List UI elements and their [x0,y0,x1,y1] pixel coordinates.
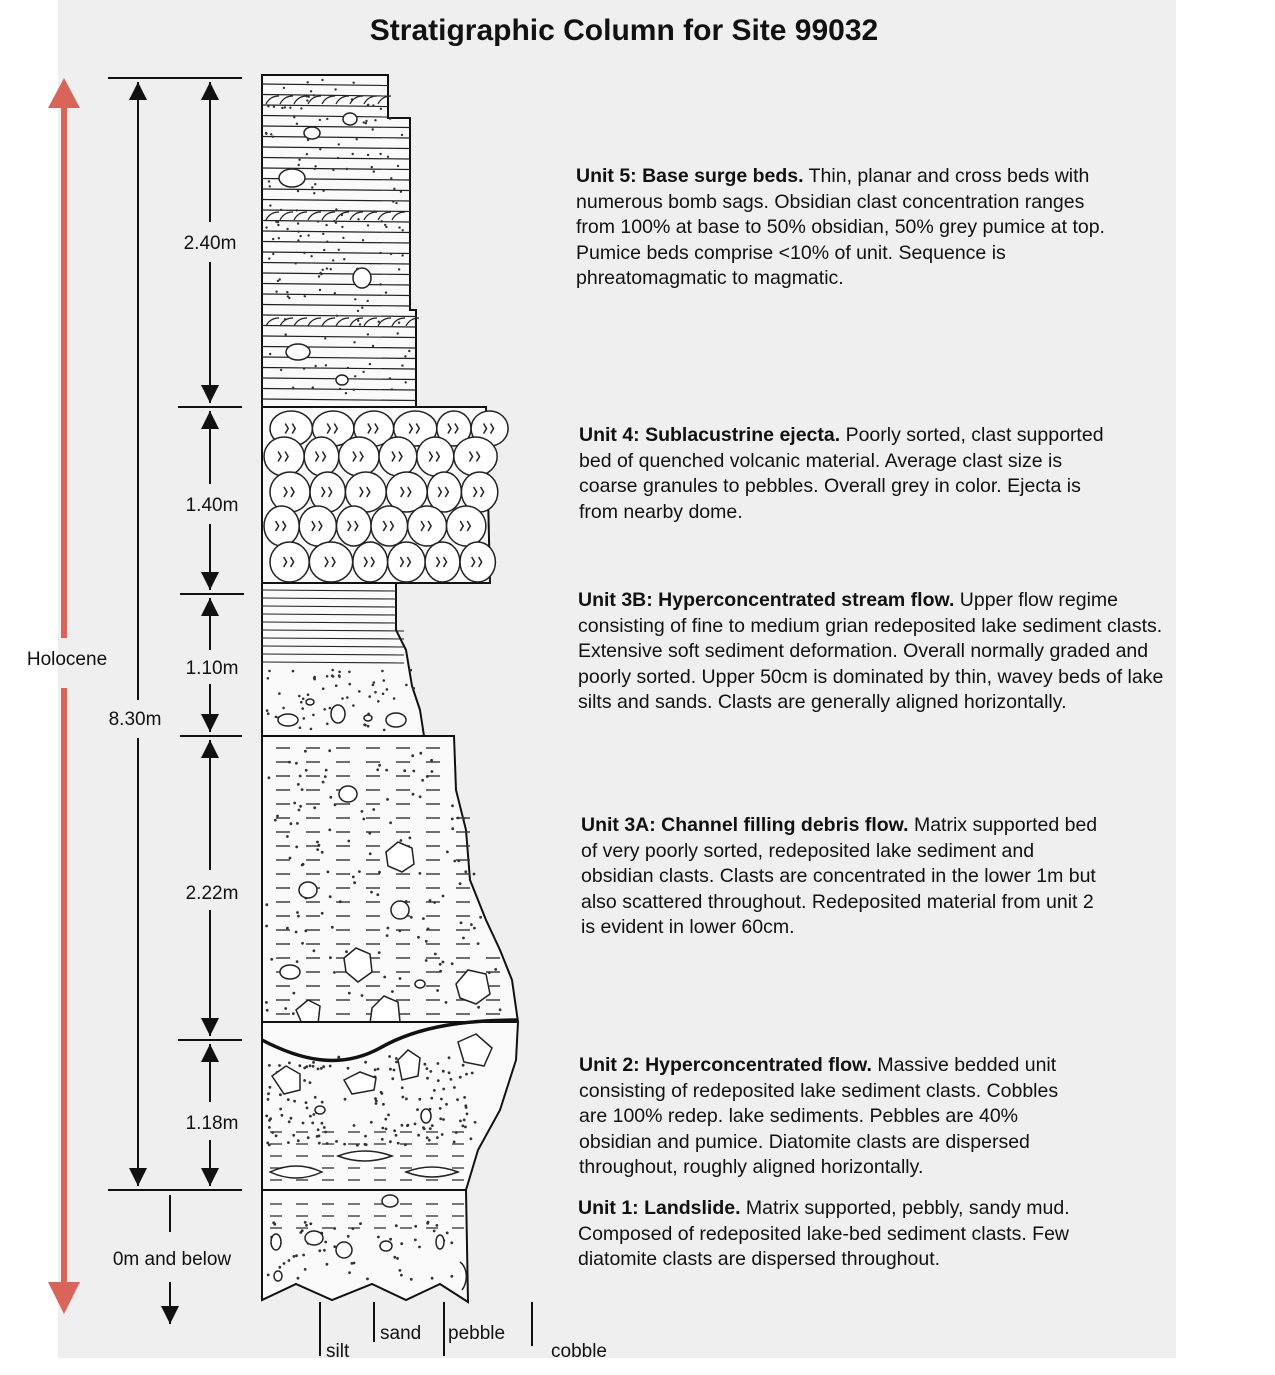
unit-2-text: Massive bedded unit consisting of redeposited lake sediment clasts. Cobbles are 100% redep. lake sediments. Pebbles are 40% obsidian and pumice. Diatomite clasts are dispersed throughout, roughly aligned horizontally. [579,1054,1059,1178]
unit-2-description [579,1053,1089,1181]
unit-3a-text: Matrix supported bed of very poorly sorted, redeposited lake sediment and obsidian clasts. Clasts are concentrated in the lower 1m but also scattered throughout. Redeposited material from unit 2 is evident in lower 60cm. [581,814,1098,938]
unit-4-text: Poorly sorted, clast supported bed of quenched volcanic material. Average clast size is coarse granules to pebbles. Overall grey in color. Ejecta is from nearby dome. [579,424,1104,523]
thickness-label-unit-4: 1.40m [185,495,239,516]
unit-3a-description [581,813,1111,941]
unit-1-description [578,1196,1138,1273]
grain-label-sand: sand [380,1323,422,1344]
column-unit-3a [262,736,518,1032]
thickness-label-unit-3a: 2.22m [185,883,239,904]
unit-3a-name: Unit 3A: Channel filling debris flow. [581,814,909,836]
holocene-arrow [48,78,80,1314]
unit-4-name: Unit 4: Sublacustrine ejecta. [579,424,841,446]
base-label: 0m and below [112,1249,232,1270]
thickness-label-unit-2: 1.18m [185,1113,239,1134]
unit-3b-name: Unit 3B: Hyperconcentrated stream flow. [578,589,955,611]
thickness-label-unit-3b: 1.10m [185,658,239,679]
unit-1-name: Unit 1: Landslide. [578,1197,741,1219]
unit-3b-description [578,588,1170,716]
grain-label-silt: silt [326,1341,350,1362]
unit-2-name: Unit 2: Hyperconcentrated flow. [579,1054,872,1076]
column-unit-2 [262,1020,518,1190]
column-unit-1 [262,1190,468,1302]
unit-3b-text: Upper flow regime consisting of fine to medium grian redeposited lake sediment clasts. Extensive soft sediment deformation. Overall normally graded and poorly sorted. Upper 50cm is dominated by thin, wavey beds of lake silts and sands. Clasts are generally aligned horizontally. [578,589,1164,713]
total-thickness-label: 8.30m [108,709,162,730]
unit-5-description [576,164,1126,292]
unit-5-name: Unit 5: Base surge beds. [576,165,804,187]
grain-label-pebble: pebble [448,1323,506,1344]
grain-label-cobble: cobble [551,1341,607,1362]
unit-5-text: Thin, planar and cross beds with numerous bomb sags. Obsidian clast concentration ranges from 100% at base to 50% obsidian, 50% grey pumice at top. Pumice beds comprise <10% of unit. Sequence is phreatomagmatic to magmatic. [576,165,1105,289]
page-title: Stratigraphic Column for Site 99032 [369,14,879,47]
era-label: Holocene [26,649,108,670]
unit-1-text: Matrix supported, pebbly, sandy mud. Composed of redeposited lake-bed sediment clasts. Few diatomite clasts are dispersed throughout. [578,1197,1070,1270]
unit-4-description [579,423,1107,525]
thickness-label-unit-5: 2.40m [183,233,237,254]
column-unit-4 [262,407,508,583]
column-unit-5 [262,75,419,407]
column-unit-3b [262,583,424,736]
